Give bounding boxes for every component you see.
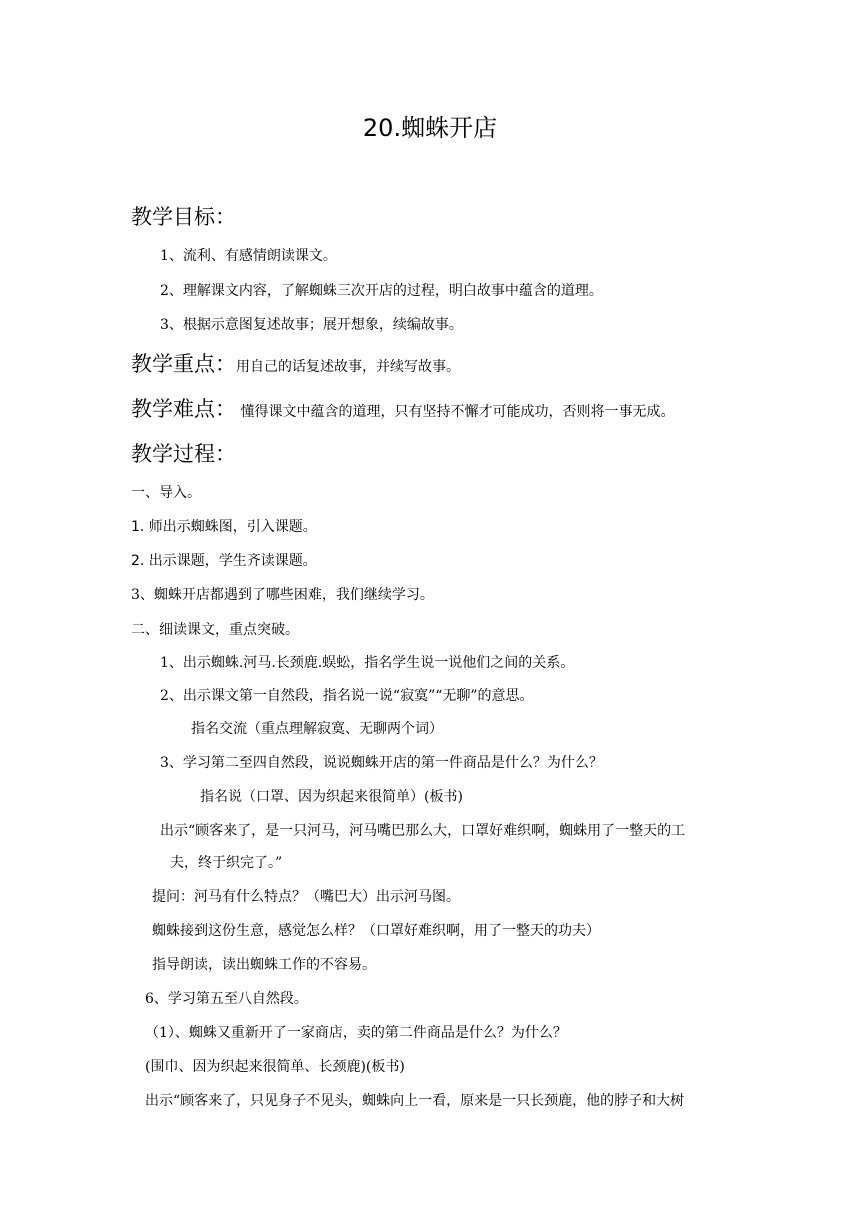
process-line: 指名交流（重点理解寂寞、无聊两个词） [191,721,443,737]
process-line: 2. 出示课题，学生齐读课题。 [131,553,317,569]
process-line: 1. 师出示蜘蛛图，引入课题。 [131,519,317,535]
process-line: 3、蜘蛛开店都遇到了哪些困难，我们继续学习。 [131,587,434,603]
process-heading: 教学过程： [131,442,236,466]
process-line: 二、细读课文，重点突破。 [131,622,299,638]
process-line: 3、学习第二至四自然段，说说蜘蛛开店的第一件商品是什么？为什么？ [160,755,603,771]
process-line: 一、导入。 [131,485,201,501]
process-line: 出示“顾客来了，只见身子不见头，蜘蛛向上一看，原来是一只长颈鹿，他的脖子和大树 [145,1093,685,1109]
difficulty-heading: 教学难点： [131,397,236,421]
process-line: 出示“顾客来了，是一只河马，河马嘴巴那么大，口罩好难织啊，蜘蛛用了一整天的工 [160,823,686,839]
process-line: 指导朗读，读出蜘蛛工作的不容易。 [152,957,376,973]
key-point-section [131,350,460,381]
lesson-title: 20.蜘蛛开店 [362,114,498,142]
process-line: 蜘蛛接到这份生意，感觉怎么样？（口罩好难织啊，用了一整天的功夫） [152,923,600,939]
process-line: 提问：河马有什么特点？（嘴巴大）出示河马图。 [152,889,460,905]
objective-item-3: 3、根据示意图复述故事；展开想象，续编故事。 [160,317,463,333]
process-line: （1）、蜘蛛又重新开了一家商店，卖的第二件商品是什么？为什么？ [145,1025,567,1041]
key-point-text: 用自己的话复述故事，并续写故事。 [236,359,460,375]
process-line: 6、学习第五至八自然段。 [145,991,308,1007]
process-line: 夫，终于织完了。” [170,855,283,871]
objective-item-2: 2、理解课文内容，了解蜘蛛三次开店的过程，明白故事中蕴含的道理。 [160,283,603,299]
process-line: 2、出示课文第一自然段，指名说一说“寂寞”“无聊”的意思。 [160,688,534,704]
difficulty-section [131,395,674,426]
process-line: 1、出示蜘蛛.河马.长颈鹿.蜈蚣，指名学生说一说他们之间的关系。 [160,655,575,671]
objectives-heading: 教学目标： [131,205,236,229]
difficulty-text: 懂得课文中蕴含的道理，只有坚持不懈才可能成功，否则将一事无成。 [236,404,675,420]
objective-item-1: 1、流利、有感情朗读课文。 [160,248,337,264]
process-line: 指名说（口罩、因为织起来很简单）(板书) [200,789,463,805]
process-line: (围巾、因为织起来很简单、长颈鹿)(板书) [145,1059,405,1075]
key-point-heading: 教学重点： [131,352,236,376]
